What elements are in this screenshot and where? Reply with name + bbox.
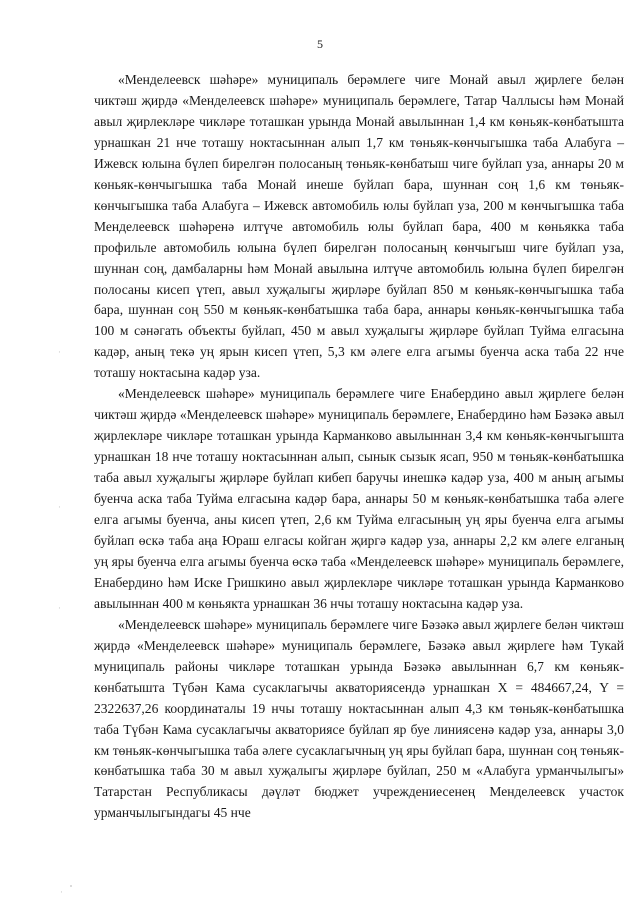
paragraph-bezeke-boundary: «Менделеевск шәһәре» муниципаль берәмлеге чиге Бәзәкә авыл җирлеге белән чиктәш җирдә «Менделеевск шәһәре» муниципаль берәмлеге, Бәзәкә авыл җирлеге һәм Тукай муниципаль районы чикләре тоташкан урында Бәзәкә авылыннан 6,7 км көньяк-көнбатышта Түбән Кама сусаклагычы акваториясендә урнашкан X = 484667,24, Y = 2322637,26 координаталы 19 нчы тоташу ноктасыннан алып 4,3 км төньяк-көнбатышка таба Түбән Кама сусаклагычы акваториясе буйлап яр буе линиясенә кадәр уза, аннары 3,0 км төньяк-көнчыгышка таба әлеге сусаклагычның уң яры буйлап бара, шуннан соң төньяк-көнбатышка таба 30 м авыл хуҗалыгы җирләре буйлап, 250 м «Алабуга урманчылыгы» Татарстан Республикасы дәүләт бюджет учреждениесенең Менделеевск участок урманчылыгындагы 45 нче bbox=[94, 616, 624, 821]
scan-dust-speck bbox=[70, 885, 72, 887]
document-body bbox=[94, 70, 624, 824]
scan-margin-mark: · bbox=[58, 503, 61, 513]
scan-margin-mark: · bbox=[58, 348, 61, 358]
paragraph-enaberdino-boundary: «Менделеевск шәһәре» муниципаль берәмлеге чиге Енабердино авыл җирлеге белән чиктәш җирдә «Менделеевск шәһәре» муниципаль берәмлеге, Енабердино һәм Бәзәкә авыл җирлекләре чикләре тоташкан урында Карманково авылыннан 3,4 км көньяк-көнчыгышта урнашкан 18 нче тоташу ноктасыннан алып, сынык сызык ясап, 950 м төньяк-көнбатышка таба авыл хуҗалыгы җирләре буйлап кибеп баручы инешкә кадәр уза, 400 м аның агымы буенча аска таба Туйма елгасына кадәр бара, аннары 50 м көньяк-көнбатышка таба әлеге елга агымы буенча, аны кисеп үтеп, 2,6 км Туйма елгасының уң яры буенча елга агымы буйлап өскә таба аңа Юраш елгасы койган җиргә кадәр уза, аннары 2,2 км әлеге елганың уң яры буенча елга агымы буенча өскә таба «Менделеевск шәһәре» муниципаль берәмлеге, Енабердино һәм Иске Гришкино авыл җирлекләре чикләре тоташкан урында Карманково авылыннан 400 м көньякта урнашкан 36 нчы тоташу ноктасына кадәр уза. bbox=[94, 386, 624, 611]
scan-margin-mark: · bbox=[60, 888, 63, 898]
page-number: 5 bbox=[317, 37, 323, 51]
scan-margin-mark: · bbox=[58, 604, 61, 614]
paragraph-monai-boundary: «Менделеевск шәһәре» муниципаль берәмлеге чиге Монай авыл җирлеге белән чиктәш җирдә «Менделеевск шәһәре» муниципаль берәмлеге, Татар Чаллысы һәм Монай авыл җирлекләре чикләре тоташкан урында Монай авылыннан 1,4 км көньяк-көнбатышта урнашкан 21 нче тоташу ноктасыннан алып 1,7 км төньяк-көнчыгышка таба Алабуга – Ижевск юлына бүлеп бирелгән полосаның төньяк-көнбатыш чиге буйлап уза, аннары 20 м көньяк-көнчыгышка таба Монай инеше буйлап бара, шуннан соң 1,6 км төньяк-көнчыгышка таба Алабуга – Ижевск автомобиль юлы буйлап уза, 200 м көнчыгышка таба Менделеевск шәһәренә илтүче автомобиль юлы буйлап бара, 400 м көньякка таба профильле автомобиль юлына бүлеп бирелгән полосаның көнчыгыш чиге буйлап уза, шуннан соң, дамбаларны һәм Монай авылына илтүче автомобиль юлына бүлеп бирелгән полосаны кисеп үтеп, авыл хуҗалыгы җирләре буйлап 850 м көньяк-көнчыгышка таба бара, шуннан соң 550 м көньяк-көнбатышка таба бара, аннары көньяк-көнчыгышка таба 100 м сәнәгать объекты буйлап, 450 м авыл хуҗалыгы җирләре буйлап Туйма елгасына кадәр, аның текә уң ярын кисеп үтеп, 5,3 км әлеге елга агымы буенча аска таба 22 нче тоташу ноктасына кадәр уза. bbox=[94, 72, 624, 381]
